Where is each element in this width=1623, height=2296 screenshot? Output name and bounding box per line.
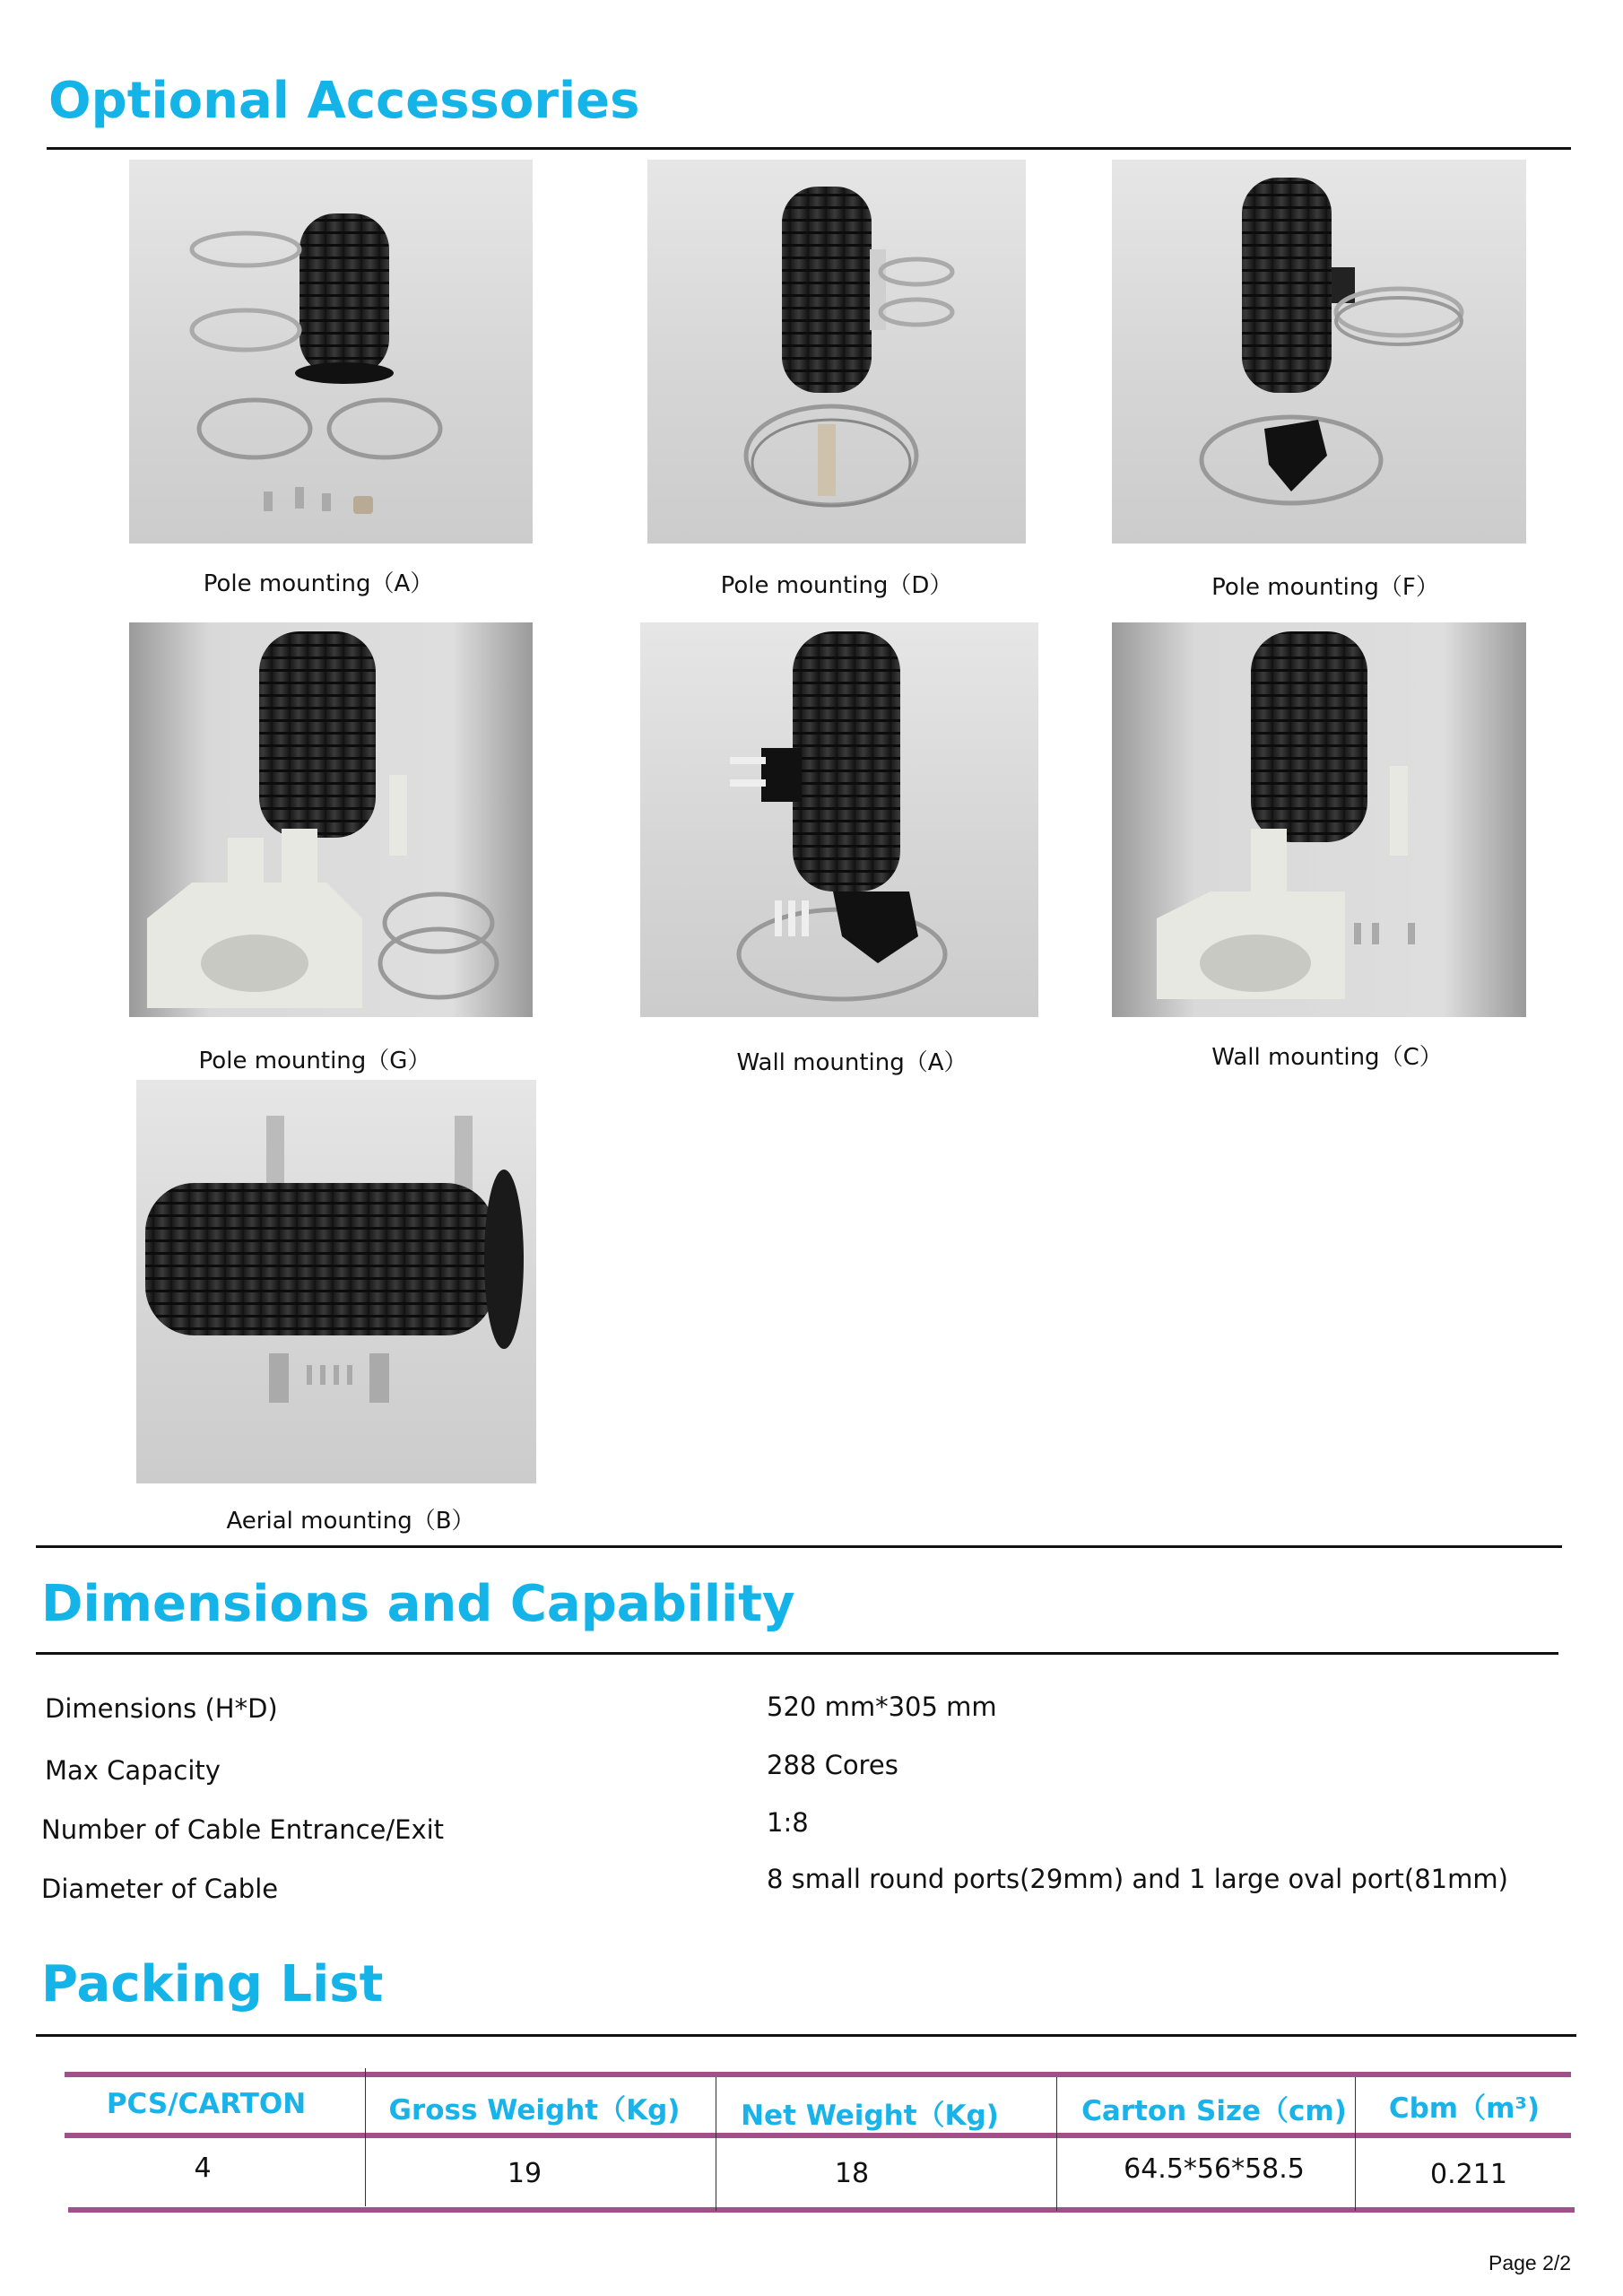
table-cell: 64.5*56*58.5 (1124, 2153, 1305, 2185)
spec-label: Dimensions (H*D) (45, 1693, 278, 1724)
section-divider (36, 2034, 1576, 2037)
table-header-cell: Carton Size（cm) (1081, 2095, 1347, 2127)
spec-label: Number of Cable Entrance/Exit (41, 1814, 445, 1845)
section-title-dimensions: Dimensions and Capability (41, 1575, 795, 1633)
table-cell: 18 (834, 2158, 870, 2189)
table-header-cell: PCS/CARTON (106, 2088, 307, 2120)
table-bottom-rule (68, 2207, 1575, 2213)
table-column-divider (1355, 2077, 1356, 2211)
table-header-cell: Gross Weight（Kg) (388, 2094, 681, 2126)
spec-value: 8 small round ports(29mm) and 1 large oval port(81mm) (767, 1864, 1508, 1894)
page-number: Page 2/2 (1488, 2251, 1572, 2274)
caption-pole-mounting-a: Pole mounting（A） (203, 570, 434, 597)
pole-mount-d-photo (647, 160, 1026, 544)
caption-wall-mounting-a: Wall mounting（A） (736, 1049, 968, 1076)
table-header-rule (65, 2133, 1571, 2138)
table-cell: 19 (507, 2158, 542, 2189)
section-title-packing: Packing List (41, 1955, 384, 2013)
table-top-rule (65, 2072, 1571, 2077)
section-divider (36, 1652, 1558, 1655)
spec-value: 1:8 (767, 1807, 809, 1838)
table-column-divider (1056, 2077, 1057, 2211)
table-cell: 0.211 (1430, 2159, 1507, 2190)
section-divider (47, 147, 1571, 150)
section-title-accessories: Optional Accessories (48, 72, 640, 130)
caption-aerial-mounting-b: Aerial mounting（B） (226, 1508, 475, 1535)
spec-value: 288 Cores (767, 1750, 898, 1780)
caption-pole-mounting-f: Pole mounting（F） (1211, 574, 1439, 601)
table-cell: 4 (194, 2152, 212, 2184)
spec-value: 520 mm*305 mm (767, 1692, 997, 1722)
caption-pole-mounting-d: Pole mounting（D） (720, 572, 953, 599)
table-header-cell: Net Weight（Kg) (741, 2100, 999, 2132)
spec-label: Diameter of Cable (41, 1874, 279, 1904)
table-header-cell: Cbm（m³) (1388, 2092, 1541, 2125)
pole-mount-g-photo (129, 622, 533, 1017)
caption-pole-mounting-g: Pole mounting（G） (198, 1048, 431, 1074)
pole-mount-a-photo (129, 160, 533, 544)
wall-mount-a-photo (640, 622, 1038, 1017)
wall-mount-c-photo (1112, 622, 1526, 1017)
aerial-mount-b-photo (136, 1080, 536, 1483)
pole-mount-f-photo (1112, 160, 1526, 544)
caption-wall-mounting-c: Wall mounting（C） (1211, 1044, 1443, 1071)
spec-label: Max Capacity (45, 1755, 221, 1786)
section-divider (36, 1545, 1562, 1548)
table-column-divider (365, 2068, 366, 2206)
